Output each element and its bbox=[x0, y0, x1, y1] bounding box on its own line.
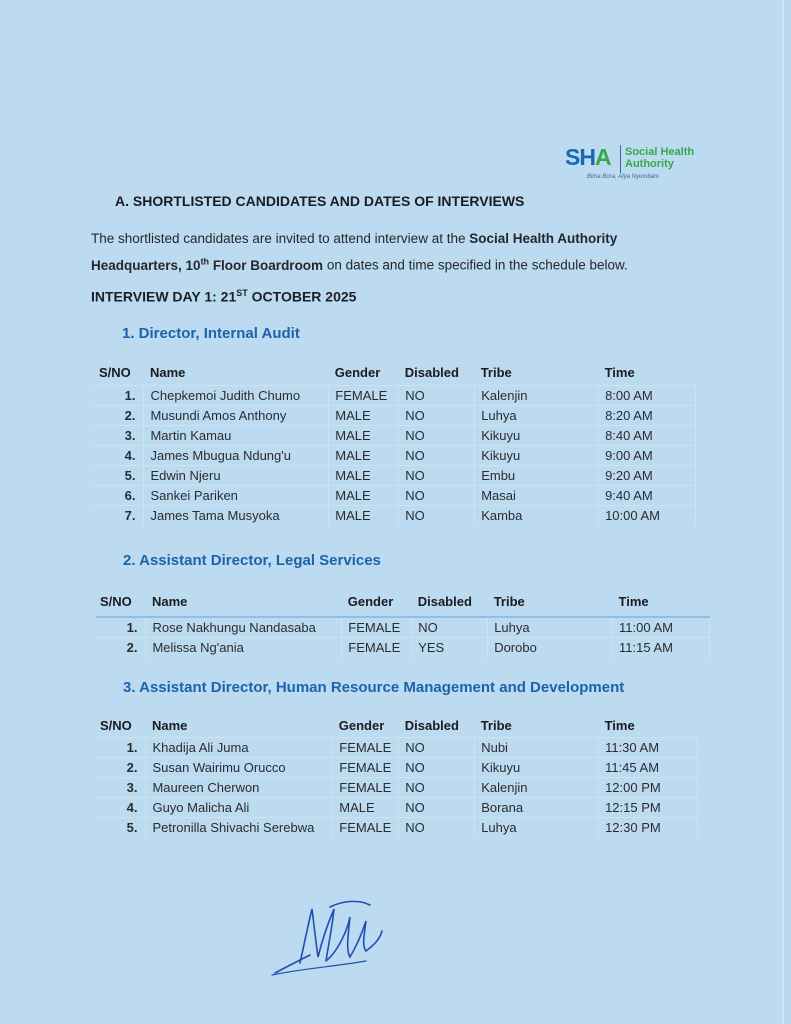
column-header-time: Time bbox=[604, 364, 635, 380]
cell-disabled: NO bbox=[399, 757, 475, 777]
cell-time: 9:20 AM bbox=[599, 465, 696, 485]
table-row bbox=[96, 737, 698, 757]
cell-gender: MALE bbox=[329, 465, 399, 485]
cell-gender: FEMALE bbox=[342, 617, 412, 638]
cell-sno: 5. bbox=[96, 817, 146, 837]
table-row bbox=[96, 817, 698, 837]
cell-disabled: NO bbox=[399, 425, 475, 445]
table-row bbox=[95, 385, 696, 405]
cell-tribe: Luhya bbox=[475, 405, 599, 425]
cell-disabled: NO bbox=[399, 445, 475, 465]
cell-time: 11:00 AM bbox=[613, 617, 710, 638]
sha-logo bbox=[565, 140, 700, 185]
table-row bbox=[95, 485, 696, 505]
cell-disabled: NO bbox=[399, 385, 475, 405]
column-header-sno: S/NO bbox=[99, 364, 131, 380]
table-row bbox=[95, 405, 696, 425]
table-row bbox=[96, 638, 710, 658]
cell-gender: MALE bbox=[329, 485, 399, 505]
table-row bbox=[96, 777, 698, 797]
cell-time: 9:40 AM bbox=[599, 485, 696, 505]
cell-tribe: Borana bbox=[475, 797, 599, 817]
table-row bbox=[95, 505, 696, 525]
cell-time: 9:00 AM bbox=[599, 445, 696, 465]
cell-time: 12:30 PM bbox=[599, 817, 698, 837]
cell-sno: 3. bbox=[95, 425, 144, 445]
cell-sno: 4. bbox=[95, 445, 144, 465]
column-header-disabled: Disabled bbox=[404, 718, 459, 734]
cell-sno: 1. bbox=[95, 385, 144, 405]
cell-tribe: Luhya bbox=[488, 617, 613, 638]
logo-divider bbox=[620, 145, 621, 173]
cell-gender: MALE bbox=[329, 405, 399, 425]
cell-time: 11:15 AM bbox=[613, 638, 710, 658]
cell-tribe: Embu bbox=[475, 465, 599, 485]
cell-sno: 4. bbox=[96, 797, 146, 817]
column-header-disabled: Disabled bbox=[417, 594, 472, 609]
cell-time: 8:00 AM bbox=[599, 385, 696, 405]
cell-tribe: Luhya bbox=[475, 817, 599, 837]
cell-time: 12:15 PM bbox=[599, 797, 698, 817]
cell-disabled: NO bbox=[399, 465, 475, 485]
column-header-tribe: Tribe bbox=[493, 594, 525, 609]
cell-sno: 3. bbox=[96, 777, 146, 797]
cell-time: 8:20 AM bbox=[599, 405, 696, 425]
section-heading: A. SHORTLISTED CANDIDATES AND DATES OF INTERVIEWS bbox=[115, 193, 525, 209]
logo-mark: SHA bbox=[565, 144, 611, 170]
logo-tagline: Bima Bora, Afya Nyumbani bbox=[587, 174, 659, 180]
column-header-name: Name bbox=[151, 718, 188, 734]
cell-name: Khadija Ali Juma bbox=[146, 737, 333, 757]
cell-name: Rose Nakhungu Nandasaba bbox=[146, 617, 342, 638]
column-header-name: Name bbox=[149, 364, 186, 380]
cell-disabled: YES bbox=[412, 638, 488, 658]
schedule-table-hr-management bbox=[96, 715, 698, 837]
cell-name: Melissa Ng'ania bbox=[146, 638, 342, 658]
table-row bbox=[95, 425, 696, 445]
cell-disabled: NO bbox=[399, 737, 475, 757]
cell-name: Edwin Njeru bbox=[144, 465, 329, 485]
table-row bbox=[96, 617, 710, 638]
cell-tribe: Dorobo bbox=[488, 638, 613, 658]
cell-name: Musundi Amos Anthony bbox=[144, 405, 329, 425]
intro-paragraph: The shortlisted candidates are invited to attend interview at the Social Health Authority Headquarters, 10th Floor Boardroom on dates and time specified in the schedule below. bbox=[91, 231, 628, 273]
cell-disabled: NO bbox=[399, 485, 475, 505]
cell-time: 11:45 AM bbox=[599, 757, 698, 777]
column-header-time: Time bbox=[618, 594, 649, 609]
table-row bbox=[95, 465, 696, 485]
table-header-row bbox=[96, 587, 710, 617]
cell-disabled: NO bbox=[399, 797, 475, 817]
cell-time: 12:00 PM bbox=[599, 777, 698, 797]
cell-sno: 1. bbox=[96, 617, 146, 638]
signature bbox=[270, 895, 390, 980]
cell-tribe: Kikuyu bbox=[475, 425, 599, 445]
column-header-tribe: Tribe bbox=[480, 718, 512, 734]
cell-name: Maureen Cherwon bbox=[146, 777, 333, 797]
cell-disabled: NO bbox=[399, 817, 475, 837]
cell-tribe: Kalenjin bbox=[475, 777, 599, 797]
table-title-internal-audit: 1. Director, Internal Audit bbox=[122, 325, 300, 342]
column-header-sno: S/NO bbox=[100, 718, 132, 734]
cell-name: James Mbugua Ndung'u bbox=[144, 445, 329, 465]
cell-gender: MALE bbox=[329, 505, 399, 525]
cell-sno: 1. bbox=[96, 737, 146, 757]
cell-name: James Tama Musyoka bbox=[144, 505, 329, 525]
cell-gender: FEMALE bbox=[333, 817, 399, 837]
column-header-time: Time bbox=[604, 718, 635, 734]
cell-time: 10:00 AM bbox=[599, 505, 696, 525]
cell-disabled: NO bbox=[412, 617, 488, 638]
cell-tribe: Masai bbox=[475, 485, 599, 505]
cell-sno: 7. bbox=[95, 505, 144, 525]
cell-time: 11:30 AM bbox=[599, 737, 698, 757]
table-title-hr-management: 3. Assistant Director, Human Resource Management and Development bbox=[123, 679, 625, 696]
column-header-gender: Gender bbox=[334, 364, 381, 380]
table-title-legal-services: 2. Assistant Director, Legal Services bbox=[123, 552, 381, 569]
cell-tribe: Kalenjin bbox=[475, 385, 599, 405]
cell-sno: 2. bbox=[96, 757, 146, 777]
cell-tribe: Kamba bbox=[475, 505, 599, 525]
cell-sno: 6. bbox=[95, 485, 144, 505]
cell-gender: MALE bbox=[329, 445, 399, 465]
table-row bbox=[96, 757, 698, 777]
column-header-tribe: Tribe bbox=[480, 364, 512, 380]
cell-sno: 5. bbox=[95, 465, 144, 485]
cell-gender: FEMALE bbox=[333, 737, 399, 757]
cell-name: Petronilla Shivachi Serebwa bbox=[146, 817, 333, 837]
cell-name: Martin Kamau bbox=[144, 425, 329, 445]
interview-day-heading: INTERVIEW DAY 1: 21ST OCTOBER 2025 bbox=[91, 288, 357, 305]
cell-name: Sankei Pariken bbox=[144, 485, 329, 505]
column-header-sno: S/NO bbox=[100, 594, 132, 609]
cell-gender: MALE bbox=[333, 797, 399, 817]
column-header-gender: Gender bbox=[347, 594, 394, 609]
cell-disabled: NO bbox=[399, 505, 475, 525]
cell-name: Susan Wairimu Orucco bbox=[146, 757, 333, 777]
schedule-table-legal-services bbox=[96, 587, 710, 657]
cell-gender: FEMALE bbox=[342, 638, 412, 658]
column-header-name: Name bbox=[151, 594, 188, 609]
cell-disabled: NO bbox=[399, 777, 475, 797]
cell-tribe: Kikuyu bbox=[475, 757, 599, 777]
column-header-disabled: Disabled bbox=[404, 364, 459, 380]
schedule-table-internal-audit bbox=[95, 360, 696, 525]
cell-gender: FEMALE bbox=[333, 757, 399, 777]
cell-gender: FEMALE bbox=[333, 777, 399, 797]
table-row bbox=[95, 445, 696, 465]
cell-sno: 2. bbox=[95, 405, 144, 425]
cell-sno: 2. bbox=[96, 638, 146, 658]
cell-name: Chepkemoi Judith Chumo bbox=[144, 385, 329, 405]
cell-time: 8:40 AM bbox=[599, 425, 696, 445]
logo-text: Social Health Authority bbox=[625, 146, 695, 170]
cell-name: Guyo Malicha Ali bbox=[146, 797, 333, 817]
cell-disabled: NO bbox=[399, 405, 475, 425]
table-row bbox=[96, 797, 698, 817]
cell-tribe: Kikuyu bbox=[475, 445, 599, 465]
table-header-row bbox=[95, 360, 696, 385]
cell-gender: MALE bbox=[329, 425, 399, 445]
cell-gender: FEMALE bbox=[329, 385, 399, 405]
table-header-row bbox=[96, 715, 698, 737]
cell-tribe: Nubi bbox=[475, 737, 599, 757]
column-header-gender: Gender bbox=[338, 718, 385, 734]
